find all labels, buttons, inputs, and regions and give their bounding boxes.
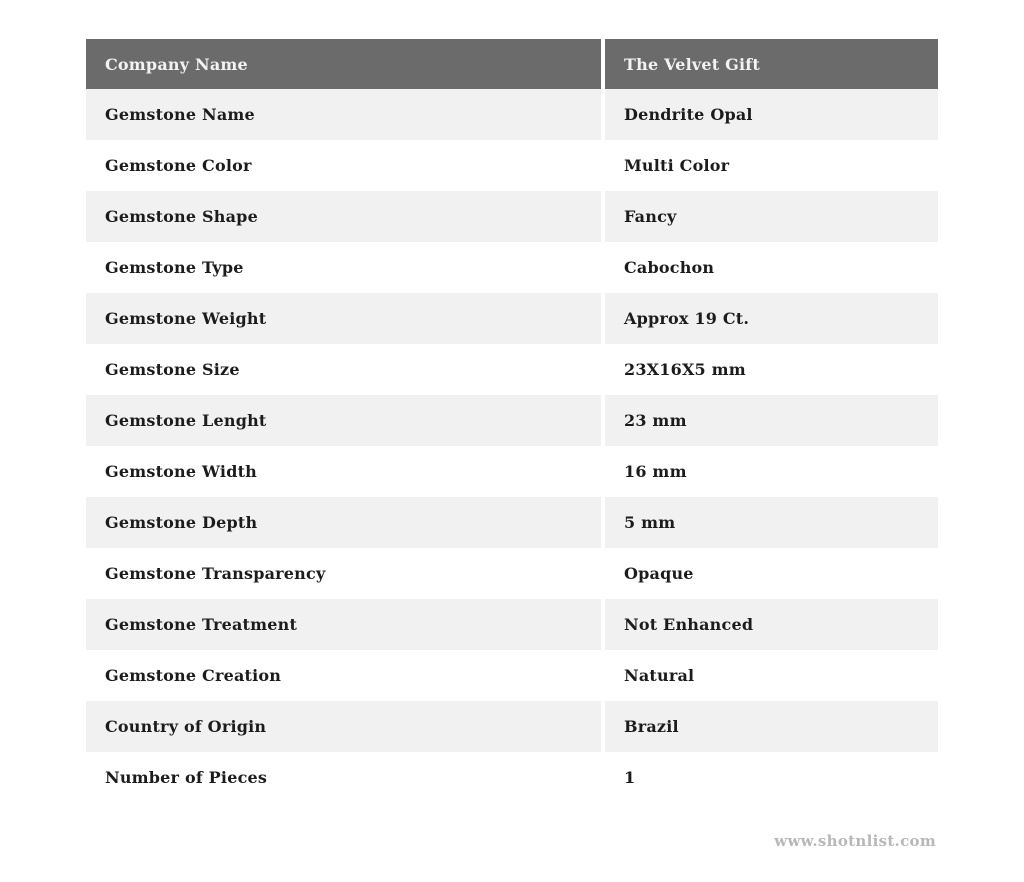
spec-label-cell: Gemstone Shape xyxy=(86,191,601,242)
spec-label-cell: Gemstone Transparency xyxy=(86,548,601,599)
table-row xyxy=(86,89,938,140)
spec-value-cell: 23X16X5 mm xyxy=(605,344,938,395)
spec-value-cell: Brazil xyxy=(605,701,938,752)
table-row xyxy=(86,191,938,242)
spec-value-cell: Dendrite Opal xyxy=(605,89,938,140)
table-row xyxy=(86,395,938,446)
company-name-header: Company Name xyxy=(86,39,601,89)
spec-value-cell: Multi Color xyxy=(605,140,938,191)
spec-label-cell: Gemstone Color xyxy=(86,140,601,191)
table-row xyxy=(86,293,938,344)
spec-value-cell: 5 mm xyxy=(605,497,938,548)
spec-value-cell: 1 xyxy=(605,752,938,803)
spec-label-cell: Country of Origin xyxy=(86,701,601,752)
table-row xyxy=(86,140,938,191)
table-row xyxy=(86,446,938,497)
spec-label-cell: Gemstone Lenght xyxy=(86,395,601,446)
spec-value-cell: 23 mm xyxy=(605,395,938,446)
spec-value-cell: Not Enhanced xyxy=(605,599,938,650)
spec-label-cell: Gemstone Size xyxy=(86,344,601,395)
company-name-value: The Velvet Gift xyxy=(605,39,938,89)
table-row xyxy=(86,599,938,650)
gemstone-spec-table xyxy=(86,39,938,803)
spec-label-cell: Gemstone Type xyxy=(86,242,601,293)
spec-label-cell: Gemstone Depth xyxy=(86,497,601,548)
spec-value-cell: Cabochon xyxy=(605,242,938,293)
table-row xyxy=(86,242,938,293)
table-row xyxy=(86,497,938,548)
spec-value-cell: Fancy xyxy=(605,191,938,242)
spec-label-cell: Gemstone Treatment xyxy=(86,599,601,650)
table-row xyxy=(86,548,938,599)
table-row xyxy=(86,344,938,395)
spec-value-cell: Opaque xyxy=(605,548,938,599)
spec-value-cell: Natural xyxy=(605,650,938,701)
spec-label-cell: Number of Pieces xyxy=(86,752,601,803)
spec-label-cell: Gemstone Creation xyxy=(86,650,601,701)
spec-value-cell: Approx 19 Ct. xyxy=(605,293,938,344)
table-header-row xyxy=(86,39,938,89)
spec-label-cell: Gemstone Weight xyxy=(86,293,601,344)
spec-value-cell: 16 mm xyxy=(605,446,938,497)
table-row xyxy=(86,701,938,752)
table-row xyxy=(86,650,938,701)
spec-label-cell: Gemstone Width xyxy=(86,446,601,497)
watermark-text: www.shotnlist.com xyxy=(774,832,936,850)
spec-label-cell: Gemstone Name xyxy=(86,89,601,140)
table-row xyxy=(86,752,938,803)
